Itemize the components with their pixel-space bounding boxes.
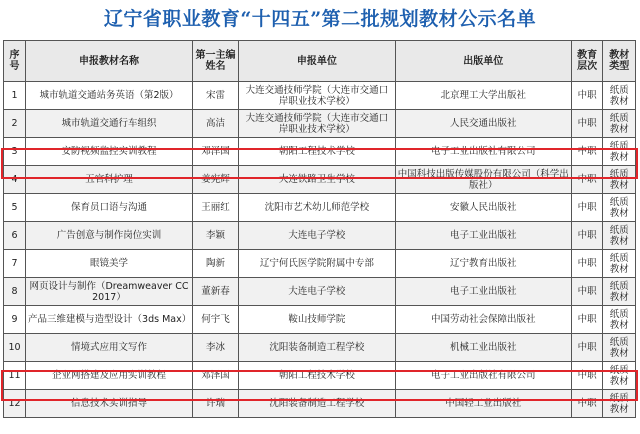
header-cell: 第一主编姓名	[192, 41, 238, 82]
table-row	[4, 194, 636, 222]
table-cell: 中职	[571, 138, 602, 166]
table-cell: 中职	[571, 278, 602, 306]
table-cell: 9	[4, 306, 26, 334]
table-cell: 何宇飞	[192, 306, 238, 334]
table-cell: 李冰	[192, 334, 238, 362]
table-cell: 中国劳动社会保障出版社	[395, 306, 571, 334]
table-cell: 大连电子学校	[239, 222, 395, 250]
table-cell: 产品三维建模与造型设计（3ds Max）	[26, 306, 193, 334]
table-row	[4, 334, 636, 362]
table-cell: 纸质教材	[603, 82, 636, 110]
table-row	[4, 250, 636, 278]
table-cell: 朝阳工程技术学校	[239, 362, 395, 390]
table-cell: 2	[4, 110, 26, 138]
table-cell: 姜宪辉	[192, 166, 238, 194]
table-cell: 情境式应用文写作	[26, 334, 193, 362]
header-cell: 教材类型	[603, 41, 636, 82]
table-cell: 纸质教材	[603, 306, 636, 334]
table-cell: 大连铁路卫生学校	[239, 166, 395, 194]
table-cell: 沈阳装备制造工程学校	[239, 390, 395, 418]
table-cell: 中职	[571, 110, 602, 138]
table-cell: 纸质教材	[603, 334, 636, 362]
table-cell: 电子工业出版社	[395, 222, 571, 250]
table-cell: 中国轻工业出版社	[395, 390, 571, 418]
table-cell: 信息技术实训指导	[26, 390, 193, 418]
table-row	[4, 390, 636, 418]
table-cell: 董新春	[192, 278, 238, 306]
table-cell: 五官科护理	[26, 166, 193, 194]
table-cell: 城市轨道交通站务英语（第2版）	[26, 82, 193, 110]
table-cell: 眼镜美学	[26, 250, 193, 278]
table-cell: 纸质教材	[603, 222, 636, 250]
table-cell: 邓泽国	[192, 362, 238, 390]
table-cell: 中职	[571, 362, 602, 390]
table-cell: 中职	[571, 194, 602, 222]
table-cell: 高洁	[192, 110, 238, 138]
table-cell: 中职	[571, 222, 602, 250]
table-row	[4, 222, 636, 250]
table-row	[4, 362, 636, 390]
table-cell: 陶新	[192, 250, 238, 278]
table-cell: 安防视频监控实训教程	[26, 138, 193, 166]
table-cell: 纸质教材	[603, 138, 636, 166]
table-cell: 宋雷	[192, 82, 238, 110]
table-cell: 中职	[571, 334, 602, 362]
table-cell: 沈阳装备制造工程学校	[239, 334, 395, 362]
table-cell: 邓泽国	[192, 138, 238, 166]
table-cell: 大连交通技师学院（大连市交通口岸职业技术学校）	[239, 110, 395, 138]
header-cell: 序号	[4, 41, 26, 82]
table-cell: 安徽人民出版社	[395, 194, 571, 222]
table-cell: 8	[4, 278, 26, 306]
table-cell: 中职	[571, 250, 602, 278]
table-cell: 纸质教材	[603, 250, 636, 278]
table-cell: 城市轨道交通行车组织	[26, 110, 193, 138]
table-cell: 纸质教材	[603, 362, 636, 390]
table-cell: 1	[4, 82, 26, 110]
header-cell: 教育层次	[571, 41, 602, 82]
table-cell: 广告创意与制作岗位实训	[26, 222, 193, 250]
table-cell: 机械工业出版社	[395, 334, 571, 362]
table-cell: 纸质教材	[603, 166, 636, 194]
table-cell: 6	[4, 222, 26, 250]
table-cell: 11	[4, 362, 26, 390]
table-cell: 3	[4, 138, 26, 166]
header-cell: 出版单位	[395, 41, 571, 82]
table-cell: 朝阳工程技术学校	[239, 138, 395, 166]
table-row	[4, 306, 636, 334]
table-cell: 人民交通出版社	[395, 110, 571, 138]
table-cell: 大连交通技师学院（大连市交通口岸职业技术学校）	[239, 82, 395, 110]
table-cell: 中职	[571, 306, 602, 334]
table-cell: 纸质教材	[603, 194, 636, 222]
table-cell: 纸质教材	[603, 278, 636, 306]
table-cell: 北京理工大学出版社	[395, 82, 571, 110]
table-cell: 12	[4, 390, 26, 418]
table-cell: 李颖	[192, 222, 238, 250]
table-cell: 许瑞	[192, 390, 238, 418]
table-row	[4, 138, 636, 166]
table-cell: 电子工业出版社	[395, 278, 571, 306]
table-cell: 电子工业出版社有限公司	[395, 362, 571, 390]
table-cell: 5	[4, 194, 26, 222]
table-cell: 沈阳市艺术幼儿师范学校	[239, 194, 395, 222]
table-cell: 大连电子学校	[239, 278, 395, 306]
table-row	[4, 82, 636, 110]
header-cell: 申报单位	[239, 41, 395, 82]
table-cell: 中职	[571, 390, 602, 418]
table-row	[4, 166, 636, 194]
table-cell: 企业网搭建及应用实训教程	[26, 362, 193, 390]
table-cell: 网页设计与制作（Dreamweaver CC 2017）	[26, 278, 193, 306]
table-cell: 辽宁教育出版社	[395, 250, 571, 278]
table-cell: 纸质教材	[603, 390, 636, 418]
table-row	[4, 278, 636, 306]
table-cell: 7	[4, 250, 26, 278]
table-cell: 辽宁何氏医学院附属中专部	[239, 250, 395, 278]
table-cell: 中职	[571, 82, 602, 110]
table-cell: 鞍山技师学院	[239, 306, 395, 334]
table-cell: 王丽红	[192, 194, 238, 222]
table-row	[4, 110, 636, 138]
table-header-row	[4, 41, 636, 82]
table-cell: 中国科技出版传媒股份有限公司（科学出版社）	[395, 166, 571, 194]
table-cell: 4	[4, 166, 26, 194]
table-cell: 保育员口语与沟通	[26, 194, 193, 222]
textbook-list-table	[3, 40, 636, 418]
page-title: 辽宁省职业教育“十四五”第二批规划教材公示名单	[103, 8, 537, 30]
table-cell: 中职	[571, 166, 602, 194]
table-cell: 10	[4, 334, 26, 362]
table-cell: 电子工业出版社有限公司	[395, 138, 571, 166]
header-cell: 申报教材名称	[26, 41, 193, 82]
table-cell: 纸质教材	[603, 110, 636, 138]
